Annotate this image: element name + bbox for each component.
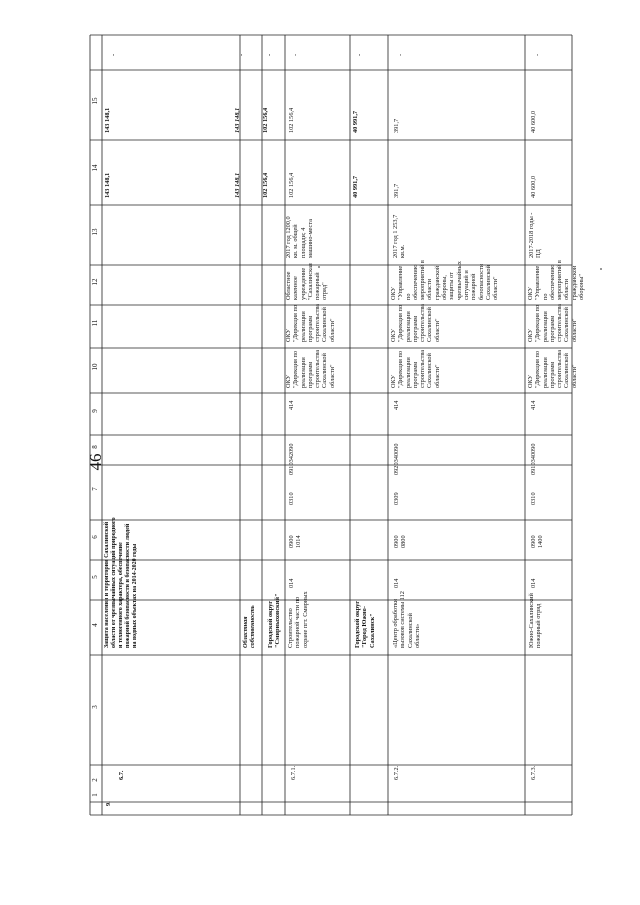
r673-c6: 0310 <box>530 492 537 505</box>
r671-c10: ОКУ "Дирекция по реализации программ строительства Сахалинской области" <box>285 303 336 342</box>
r671-c5: 0900 1014 <box>288 535 303 548</box>
r672-c6: 0309 <box>393 492 400 505</box>
r673-c11: ОКУ "Управление по обеспечению мероприятий в области гражданской обороны" <box>527 260 586 300</box>
r673-c9: ОКУ "Дирекция по реализации программ строительства Сахалинской области" <box>527 349 578 388</box>
r671-c9: ОКУ "Дирекция по реализации программ строительства Сахалинской области" <box>285 349 336 388</box>
row9-v13: 143 148,1 <box>104 172 111 198</box>
r673-v15: - <box>534 53 541 56</box>
r671-c8: 414 <box>288 400 295 410</box>
r673-c12: 2017-2018 годы - ПД <box>528 212 543 258</box>
r671-v14: 102 156,4 <box>288 107 295 133</box>
yuzhno-v14: 40 991,7 <box>352 110 359 133</box>
r673-c8: 414 <box>530 400 537 410</box>
header-cell: 5 <box>91 575 99 579</box>
r673-v13: 40 600,0 <box>530 175 537 198</box>
r672-c4: 014 <box>393 578 400 588</box>
r671-v15: - <box>292 53 299 56</box>
header-cell: 4 <box>91 623 99 627</box>
r671-c6: 0310 <box>288 492 295 505</box>
header-cell: 2 <box>91 778 99 782</box>
r672-c5: 0900 0800 <box>393 535 408 548</box>
header-cell: 15 <box>91 97 99 105</box>
smirn-v13: 102 156,4 <box>262 172 269 198</box>
smirn-name: Городской округ "Смирныховский" <box>267 593 282 648</box>
own-v14: 143 148,1 <box>234 107 241 133</box>
yuzhno-v13: 40 991,7 <box>352 175 359 198</box>
yuzhno-v15: - <box>356 53 363 56</box>
r673-c7: 0910340090 <box>530 443 537 475</box>
r672-c10: ОКУ "Дирекция по реализации программ строительства Сахалинской области" <box>390 303 441 342</box>
r671-c7: 0910342090 <box>288 443 295 475</box>
r672-v13: 391,7 <box>393 183 400 198</box>
item-number: 6.7.2. <box>393 765 400 780</box>
header-cell: 10 <box>91 363 99 371</box>
item-number: 6.7.1. <box>290 765 297 780</box>
yuzhno-name: Городской округ "Город Южно-Сахалинск" <box>354 600 376 648</box>
r672-c8: 414 <box>393 400 400 410</box>
r672-v15: - <box>397 53 404 56</box>
row9-v14: 143 148,1 <box>104 107 111 133</box>
row-number: 9. <box>105 801 112 806</box>
header-cell: 9 <box>91 409 99 413</box>
own-v15: - <box>238 53 245 56</box>
header-cell: 6 <box>91 535 99 539</box>
r671-c12: 2017 год 1200,0 кв. м. общей площади; 4 машино-места <box>285 216 314 258</box>
r671-v13: 102 156,4 <box>288 172 295 198</box>
smirn-v14: 102 156,4 <box>262 107 269 133</box>
header-cell: 8 <box>91 445 99 449</box>
r673-c5: 0900 1400 <box>530 535 545 548</box>
r671-name: Строительство пожарной части по охране пгт. Смирных <box>287 591 309 648</box>
item-number: 6.7.3. <box>530 765 537 780</box>
smirn-v15: - <box>266 53 273 56</box>
r673-c10: ОКУ "Дирекция по реализации программ строительства Сахалинской области" <box>527 303 578 342</box>
header-cell: 1 <box>91 793 99 797</box>
header-cell: 12 <box>91 278 99 286</box>
row9-v15: - <box>110 53 117 56</box>
header-cell: 11 <box>91 319 99 327</box>
program-name: Защита населения и территории Сахалинской области от чрезвычайных ситуаций природного и техногенного характера, обеспечение пожарной безопасности и безопасности людей на водных объектах на 2014-2020 годы <box>104 517 139 648</box>
r672-v14: 391,7 <box>393 118 400 133</box>
page-number: 46 <box>86 453 105 471</box>
header-cell: 3 <box>91 705 99 709</box>
r673-c4: 014 <box>530 578 537 588</box>
r672-c11: ОКУ "Управление по обеспечению мероприятий в области гражданской обороны, защиты от чрезвычайных ситуаций и пожарной безопасности Сахалинской области" <box>390 260 500 300</box>
header-cell: 13 <box>91 228 99 236</box>
own-v13: 143 148,1 <box>234 172 241 198</box>
r673-name: Южно-Сахалинский пожарный отряд <box>528 593 543 648</box>
r672-name: «Центр обработки вызовов системы 112 Сахалинской области» <box>392 591 421 648</box>
r671-c4: 014 <box>288 578 295 588</box>
r671-c11: Областное казенное учреждение "Сахалинская пожарный отряд" <box>285 263 329 300</box>
r672-c12: 2017 год 1 253,7 кв.м. <box>392 214 407 258</box>
r672-c7: 0920340090 <box>393 443 400 475</box>
own-name: Областная собственность <box>242 605 257 648</box>
r672-c9: ОКУ "Дирекция по реализации программ строительства Сахалинской области" <box>390 349 441 388</box>
header-cell: 7 <box>91 487 99 491</box>
r673-v14: 40 600,0 <box>530 110 537 133</box>
header-cell: 14 <box>91 164 99 172</box>
item-number: 6.7. <box>118 770 125 780</box>
